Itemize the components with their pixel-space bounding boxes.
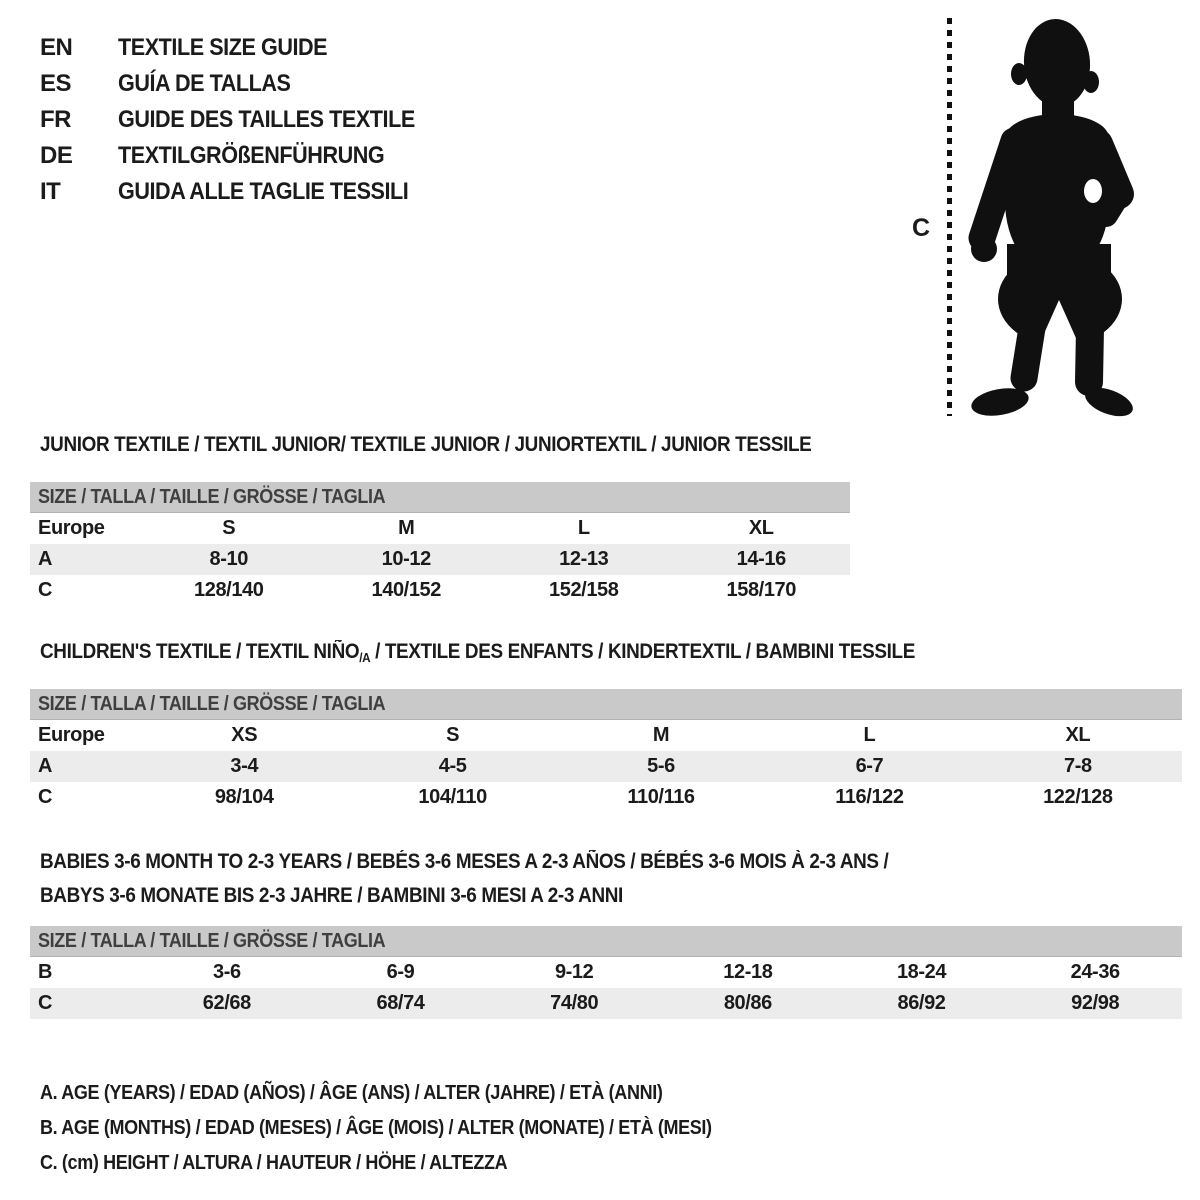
age-cell: 7-8 <box>1063 755 1092 777</box>
lang-label: TEXTILGRÖßENFÜHRUNG <box>118 142 385 169</box>
size-cell: M <box>398 517 415 539</box>
months-cell: 6-9 <box>386 961 415 983</box>
row-label: Europe <box>38 724 105 746</box>
height-cell: 98/104 <box>214 786 274 808</box>
junior-section-title <box>40 433 897 457</box>
measure-legend <box>40 1076 786 1181</box>
table-row-b <box>30 957 1182 988</box>
title-part2: / TEXTILE DES ENFANTS / KINDERTEXTIL / BAMBINI TESSILE <box>370 640 915 663</box>
lang-row-en <box>40 30 448 66</box>
row-label: B <box>38 961 53 983</box>
height-cell: 152/158 <box>549 579 619 601</box>
height-cell: 158/170 <box>726 579 796 601</box>
age-cell: 12-13 <box>559 548 609 570</box>
lang-code: FR <box>40 106 71 133</box>
table-row-europe <box>30 513 850 544</box>
measure-label-c: C <box>912 214 931 242</box>
height-cell: 116/122 <box>835 786 904 808</box>
legend-line-c <box>40 1146 786 1181</box>
size-cell: S <box>446 724 460 746</box>
children-section-title-text <box>40 640 915 665</box>
height-cell: 86/92 <box>897 992 946 1014</box>
lang-row-de <box>40 138 448 174</box>
legend-line-c-text: C. (cm) HEIGHT / ALTURA / HAUTEUR / HÖHE / ALTEZZA <box>40 1152 508 1174</box>
size-header-bar <box>30 482 850 513</box>
legend-line-a <box>40 1076 786 1111</box>
babies-title-line2-text: BABYS 3-6 MONATE BIS 2-3 JAHRE / BAMBINI 3-6 MESI A 2-3 ANNI <box>40 884 623 907</box>
lang-code: IT <box>40 178 61 205</box>
table-row-c <box>30 575 850 606</box>
legend-line-b-text: B. AGE (MONTHS) / EDAD (MESES) / ÂGE (MOIS) / ALTER (MONATE) / ETÀ (MESI) <box>40 1117 712 1139</box>
lang-label: GUIDA ALLE TAGLIE TESSILI <box>118 178 409 205</box>
row-label: C <box>38 992 53 1014</box>
lang-code: EN <box>40 34 73 61</box>
children-size-table <box>30 689 1182 813</box>
size-cell: XL <box>1065 724 1091 746</box>
months-cell: 24-36 <box>1070 961 1120 983</box>
size-header-text: SIZE / TALLA / TAILLE / GRÖSSE / TAGLIA <box>38 486 386 508</box>
lang-label: GUIDE DES TAILLES TEXTILE <box>118 106 415 133</box>
months-cell: 18-24 <box>896 961 947 983</box>
title-part1: CHILDREN'S TEXTILE / TEXTIL NIÑO <box>40 640 360 663</box>
size-header-bar <box>30 926 1182 957</box>
row-label: A <box>38 548 53 570</box>
table-row-europe <box>30 720 1182 751</box>
lang-code: ES <box>40 70 72 97</box>
age-cell: 4-5 <box>438 755 467 777</box>
height-cell: 74/80 <box>550 992 599 1014</box>
title-subscript: /A <box>359 650 371 665</box>
table-row-a <box>30 544 850 575</box>
height-cell: 68/74 <box>376 992 425 1014</box>
lang-row-fr <box>40 102 448 138</box>
height-cell: 128/140 <box>194 579 264 601</box>
height-cell: 62/68 <box>202 992 251 1014</box>
table-row-c <box>30 782 1182 813</box>
babies-section-title <box>40 845 983 913</box>
age-cell: 14-16 <box>736 548 786 570</box>
age-cell: 3-4 <box>230 755 259 777</box>
lang-label: GUÍA DE TALLAS <box>118 70 291 97</box>
months-cell: 9-12 <box>554 961 594 983</box>
size-header-bar <box>30 689 1182 720</box>
babies-size-table <box>30 926 1182 1019</box>
row-label: C <box>38 786 53 808</box>
height-cell: 140/152 <box>371 579 441 601</box>
age-cell: 8-10 <box>209 548 248 570</box>
lang-row-es <box>40 66 448 102</box>
height-measure-dashed-line <box>947 18 952 416</box>
height-cell: 110/116 <box>627 786 695 808</box>
table-row-c <box>30 988 1182 1019</box>
age-cell: 10-12 <box>381 548 431 570</box>
size-cell: L <box>863 724 876 746</box>
size-cell: L <box>577 517 590 539</box>
height-cell: 104/110 <box>418 786 487 808</box>
legend-line-a-text: A. AGE (YEARS) / EDAD (AÑOS) / ÂGE (ANS) / ALTER (JAHRE) / ETÀ (ANNI) <box>40 1082 663 1104</box>
size-cell: XS <box>231 724 258 746</box>
months-cell: 12-18 <box>723 961 773 983</box>
babies-title-line1 <box>40 845 983 879</box>
children-section-title <box>40 640 1012 665</box>
babies-title-line1-text: BABIES 3-6 MONTH TO 2-3 YEARS / BEBÉS 3-6 MESES A 2-3 AÑOS / BÉBÉS 3-6 MOIS À 2-3 ANS / <box>40 850 889 873</box>
babies-title-line2 <box>40 879 983 913</box>
size-header-text: SIZE / TALLA / TAILLE / GRÖSSE / TAGLIA <box>38 693 386 715</box>
age-cell: 6-7 <box>855 755 884 777</box>
row-label: C <box>38 579 53 601</box>
row-label: Europe <box>38 517 105 539</box>
lang-label: TEXTILE SIZE GUIDE <box>118 34 328 61</box>
height-cell: 80/86 <box>723 992 772 1014</box>
junior-size-table <box>30 482 850 606</box>
height-cell: 92/98 <box>1071 992 1120 1014</box>
height-cell: 122/128 <box>1043 786 1113 808</box>
row-label: A <box>38 755 53 777</box>
lang-code: DE <box>40 142 73 169</box>
size-cell: S <box>222 517 236 539</box>
legend-line-b <box>40 1111 786 1146</box>
lang-row-it <box>40 174 448 210</box>
size-cell: XL <box>748 517 774 539</box>
size-header-text: SIZE / TALLA / TAILLE / GRÖSSE / TAGLIA <box>38 930 386 952</box>
table-row-a <box>30 751 1182 782</box>
junior-section-title-text: JUNIOR TEXTILE / TEXTIL JUNIOR/ TEXTILE JUNIOR / JUNIORTEXTIL / JUNIOR TESSILE <box>40 433 812 456</box>
language-list <box>40 30 448 210</box>
size-cell: M <box>652 724 670 746</box>
age-cell: 5-6 <box>647 755 675 777</box>
toddler-silhouette-icon <box>962 16 1140 420</box>
months-cell: 3-6 <box>212 961 241 983</box>
